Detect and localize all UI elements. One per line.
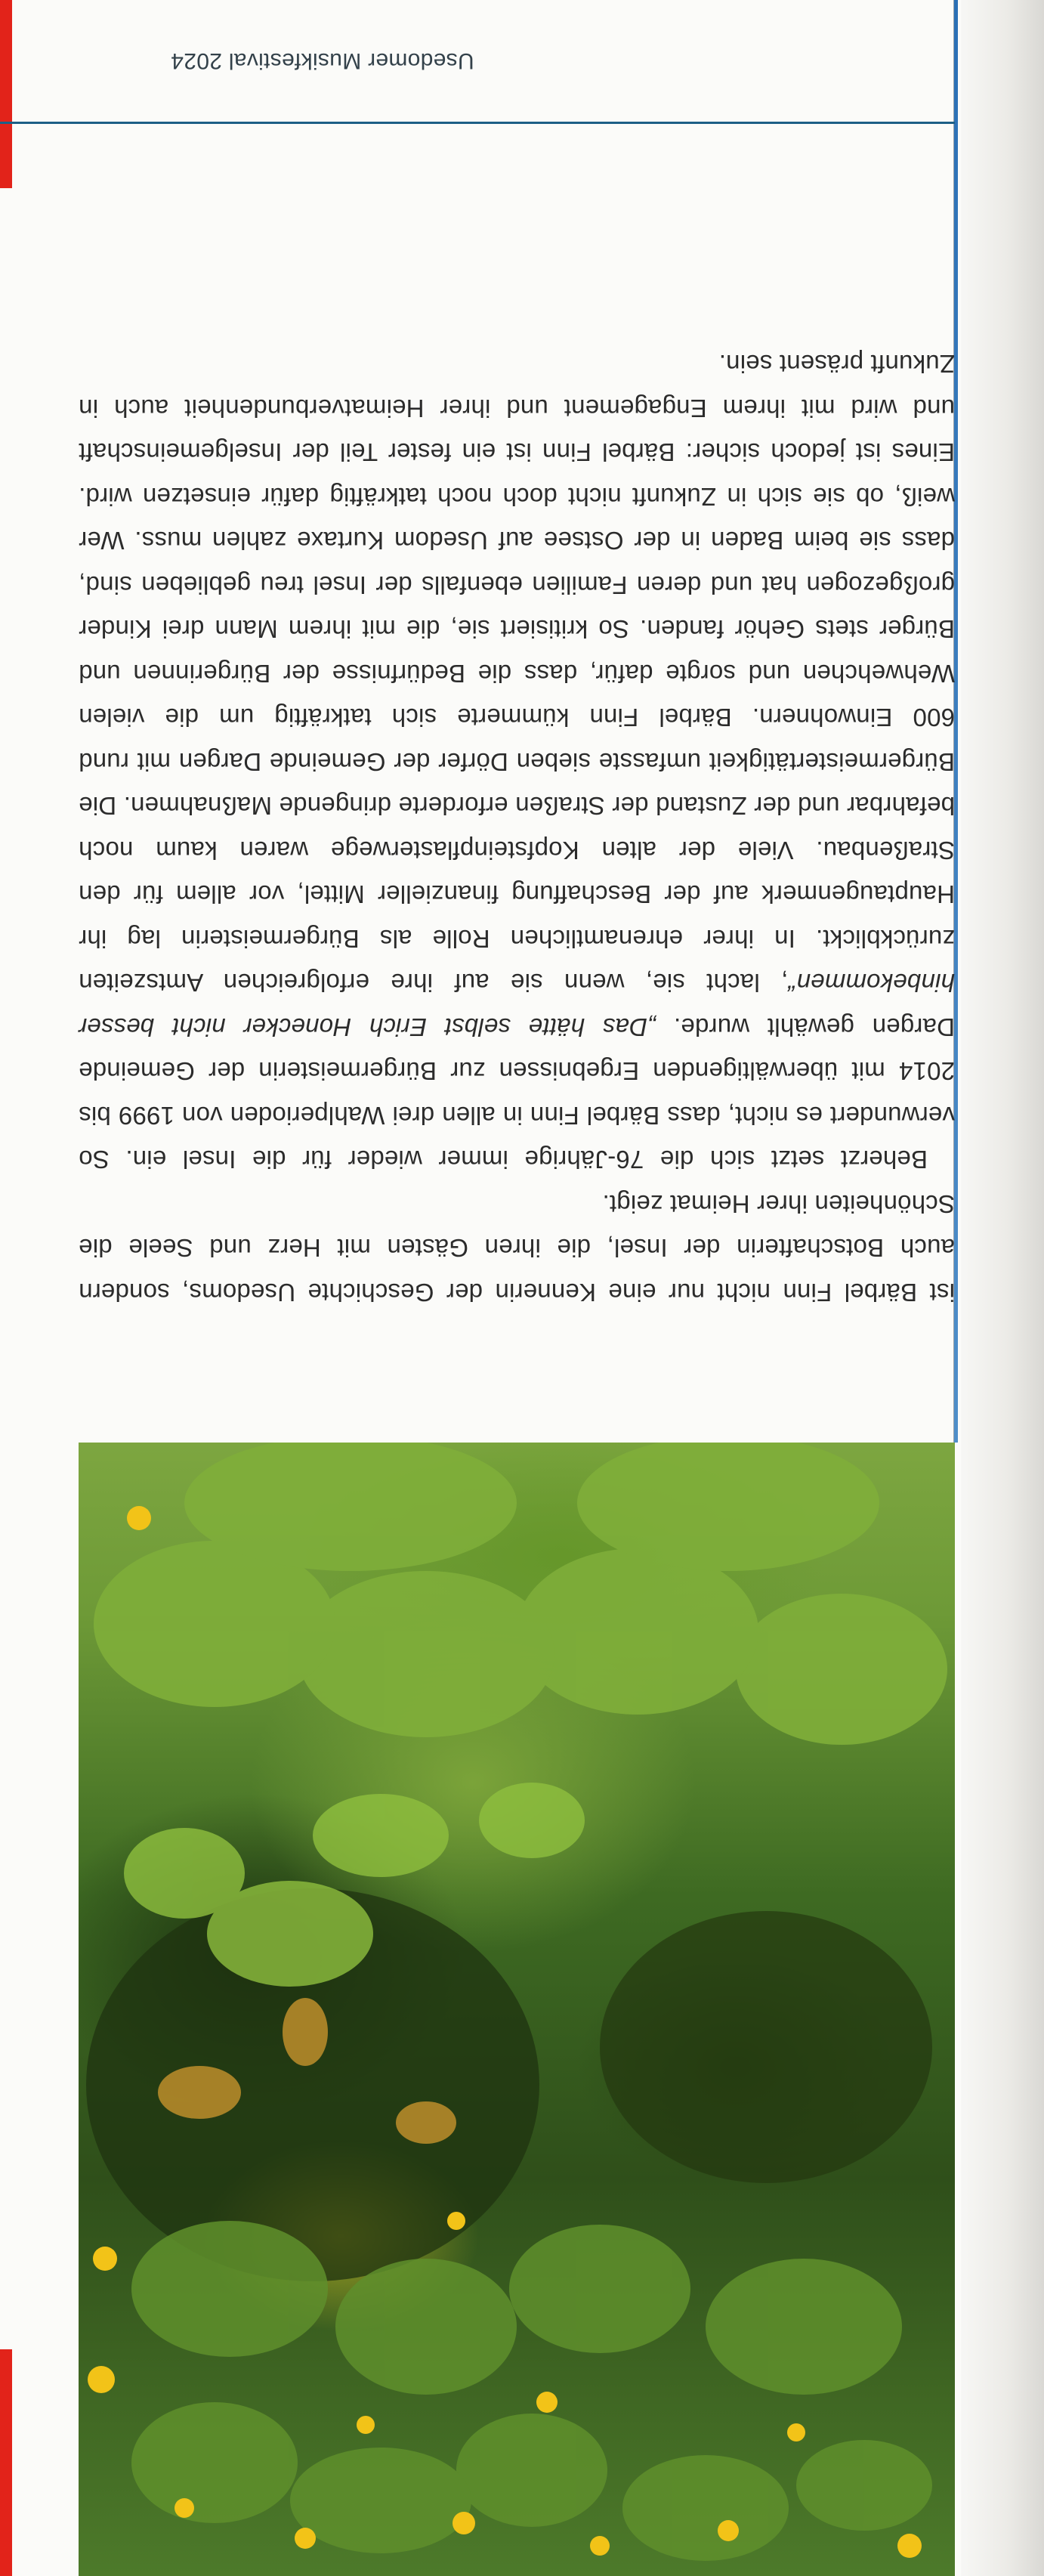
page-gutter-shadow: [961, 0, 1044, 2576]
footer-title: Usedomer Musikfestival 2024: [171, 48, 474, 73]
quote-text: „Das hätte selbst Erich Honecker nicht besser hinbekommen“: [79, 969, 955, 1041]
article-paragraph: [79, 342, 955, 1182]
article-text: [79, 342, 955, 1314]
article-paragraph: [79, 1182, 955, 1315]
red-accent-strip-bottom: [0, 0, 12, 188]
paragraph-text: ist Bärbel Finn nicht nur eine Kennerin der Geschichte Usedoms, sondern auch Botschafterin der Insel, die ihren Gästen mit Herz und Seele die Schönheiten ihrer Heimat zeigt.: [79, 1190, 955, 1307]
paragraph-text: Beherzt setzt sich die 76-Jährige immer wieder für die Insel ein. So verwundert es nicht, dass Bärbel Finn in allen drei Wahlperioden von 1999 bis 2014 mit überwältigenden Ergebnissen zur Bürgermeisterin der Gemeinde Dargen gewählt wurde.: [79, 1013, 955, 1174]
garden-foliage-illustration: [79, 1443, 955, 2576]
paragraph-text: , lacht sie, wenn sie auf ihre erfolgreichen Amtszeiten zurückblickt. In ihrer ehrenamtlichen Rolle als Bürgermeisterin lag ihr Hauptaugenmerk auf der Beschaffung finanzieller Mittel, vor allem für den Straßenbau. Viele der alten Kopfsteinpflasterwege waren kaum noch befahrbar und der Zustand der Straßen erforderte dringende Maßnahmen. Die Bürgermeistertätigkeit umfasste sieben Dörfer der Gemeinde Dargen mit rund 600 Einwohnern. Bärbel Finn kümmerte sich tatkräftig um die vielen Wehwehchen und sorgte dafür, dass die Bedürfnisse der Bürgerinnen und Bürger stets Gehör fanden. So kritisiert sie, die mit ihrem Mann drei Kinder großgezogen hat und deren Familien ebenfalls der Insel treu geblieben sind, dass sie beim Baden in der Ostsee auf Usedom Kurtaxe zahlen muss. Wer weiß, ob sie sich in Zukunft nicht doch noch tatkräftig dafür einsetzen wird. Eines ist jedoch sicher: Bärbel Finn ist ein fester Teil der Inselgemeinschaft und wird mit ihrem Engagement und ihrer Heimatverbundenheit auch in Zukunft präsent sein.: [79, 350, 955, 997]
garden-photo: [79, 1443, 955, 2576]
red-accent-strip-top: [0, 2349, 12, 2576]
footer-rule: [0, 122, 955, 124]
